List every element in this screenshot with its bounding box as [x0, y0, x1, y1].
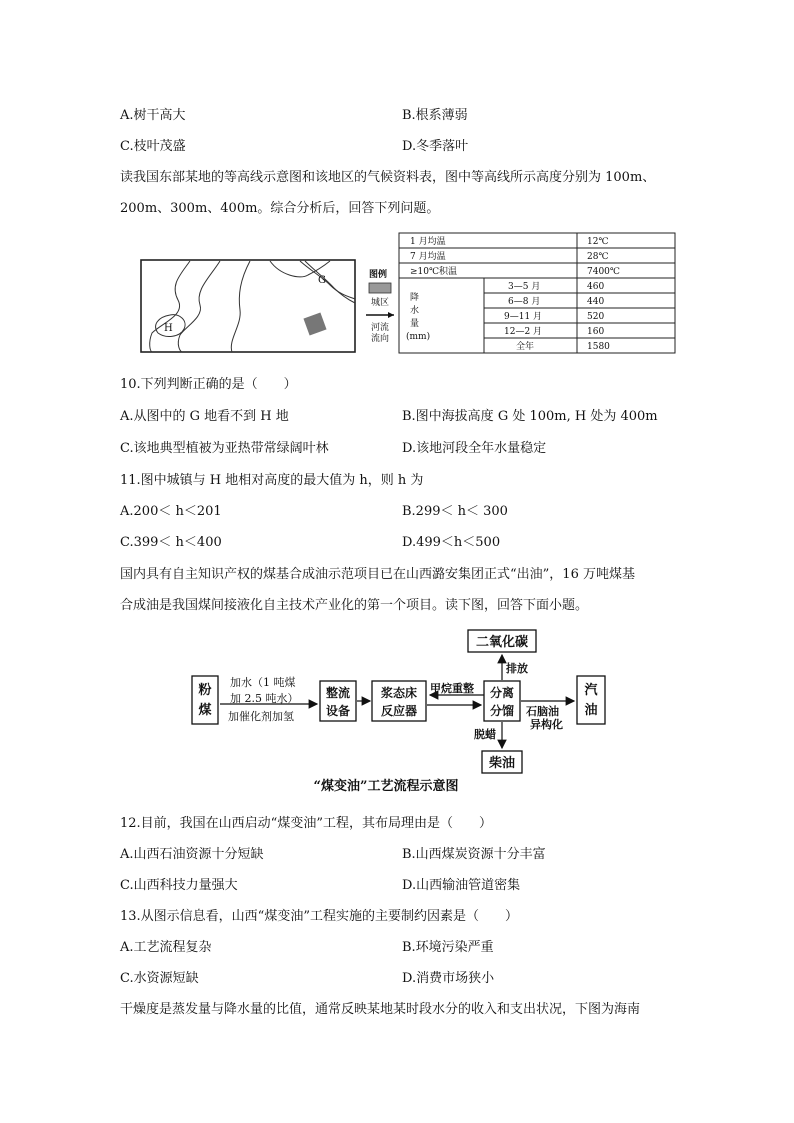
label-methane-reform: 甲烷重整 [430, 682, 474, 695]
table-precip-period-autumn: 9—11 月 [504, 312, 543, 322]
q11-option-d: D.499＜h＜500 [402, 535, 501, 550]
table-precip-period-year: 全年 [516, 342, 535, 352]
legend-river-label-1: 河流 [371, 323, 390, 333]
table-precip-period-winter: 12—2 月 [504, 327, 543, 337]
box-gasoline-line-2: 油 [584, 703, 598, 718]
table-value-accum-temp: 7400℃ [587, 267, 620, 277]
q11-stem: 11.图中城镇与 H 地相对高度的最大值为 h，则 h 为 [120, 473, 424, 488]
table-label-accum-temp: ≥10℃积温 [410, 267, 458, 277]
table-precip-value-winter: 160 [587, 327, 605, 337]
legend-arrow-head [388, 312, 394, 318]
table-precip-value-year: 1580 [587, 342, 610, 352]
legend-title: 图例 [369, 270, 388, 280]
q12-option-c: C.山西科技力量强大 [120, 878, 238, 893]
q12-stem: 12.目前，我国在山西启动“煤变油”工程，其布局理由是（ ） [120, 816, 492, 831]
legend-river-label-2: 流向 [371, 334, 390, 344]
box-slurry-line-1: 浆态床 [380, 686, 418, 700]
label-dewax: 脱蜡 [474, 728, 496, 741]
q13-option-d: D.消费市场狭小 [402, 971, 495, 986]
contour-map [140, 255, 400, 358]
table-precip-label-2: 水 [410, 306, 420, 316]
intro-paragraph-1-line-2: 200m、300m、400m。综合分析后，回答下列问题。 [120, 201, 440, 216]
table-precip-period-summer: 6—8 月 [508, 297, 541, 307]
box-rectify-line-2: 设备 [325, 704, 351, 718]
note-add-water: 加水（1 吨煤 [230, 676, 296, 689]
box-diesel-label: 柴油 [488, 756, 516, 771]
q13-option-c: C.水资源短缺 [120, 971, 199, 986]
table-label-jul-temp: 7 月均温 [410, 252, 446, 262]
q9-option-d: D.冬季落叶 [402, 139, 469, 154]
box-gasoline-line-1: 汽 [584, 683, 598, 698]
q9-option-c: C.枝叶茂盛 [120, 139, 186, 154]
q9-option-a: A.树干高大 [120, 108, 186, 123]
box-coal-line-2: 煤 [198, 703, 212, 718]
q11-option-a: A.200＜ h＜201 [120, 504, 222, 519]
table-precip-label-1: 降 [410, 293, 420, 303]
q13-option-a: A.工艺流程复杂 [120, 940, 212, 955]
intro-paragraph-2-line-2: 合成油是我国煤间接液化自主技术产业化的第一个项目。读下图，回答下面小题。 [120, 598, 589, 613]
legend-city-label: 城区 [371, 298, 390, 308]
q11-option-c: C.399＜ h＜400 [120, 535, 222, 550]
label-naphtha-1: 石脑油 [526, 705, 559, 718]
label-h: H [164, 323, 173, 334]
q13-option-b: B.环境污染严重 [402, 940, 494, 955]
intro-paragraph-3-line-1: 干燥度是蒸发量与降水量的比值，通常反映某地某时段水分的收入和支出状况，下图为海南 [120, 1002, 641, 1017]
q11-option-b: B.299＜ h＜ 300 [402, 504, 508, 519]
label-g: G [318, 275, 326, 286]
table-precip-period-spring: 3—5 月 [508, 282, 541, 292]
box-separate-line-2: 分馏 [489, 704, 515, 718]
q10-option-d: D.该地河段全年水量稳定 [402, 441, 547, 456]
box-coal-line-1: 粉 [198, 683, 212, 698]
box-separate-line-1: 分离 [489, 686, 515, 700]
note-catalyst: 加催化剂加氢 [228, 710, 294, 723]
table-label-jan-temp: 1 月均温 [410, 237, 446, 247]
q9-option-b: B.根系薄弱 [402, 108, 468, 123]
box-rectify-line-1: 整流 [325, 686, 351, 700]
q13-stem: 13.从图示信息看，山西“煤变油”工程实施的主要制约因素是（ ） [120, 909, 518, 924]
table-precip-value-autumn: 520 [587, 312, 605, 322]
intro-paragraph-1-line-1: 读我国东部某地的等高线示意图和该地区的气候资料表，图中等高线所示高度分别为 100m、 [120, 170, 656, 185]
q12-option-b: B.山西煤炭资源十分丰富 [402, 847, 546, 862]
table-value-jul-temp: 28℃ [587, 252, 609, 262]
coal-to-oil-flowchart [190, 628, 610, 796]
table-value-jan-temp: 12℃ [587, 237, 609, 247]
label-emit: 排放 [506, 662, 528, 675]
box-co2-label: 二氧化碳 [475, 635, 529, 650]
table-precip-value-spring: 460 [587, 282, 605, 292]
label-naphtha-2: 异构化 [530, 718, 563, 731]
intro-paragraph-2-line-1: 国内具有自主知识产权的煤基合成油示范项目已在山西潞安集团正式“出油”，16 万吨煤基 [120, 567, 635, 582]
table-precip-label-3: 量 [410, 319, 420, 329]
q10-option-c: C.该地典型植被为亚热带常绿阔叶林 [120, 441, 329, 456]
q12-option-a: A.山西石油资源十分短缺 [120, 847, 264, 862]
q10-stem: 10.下列判断正确的是（ ） [120, 377, 297, 392]
q12-option-d: D.山西输油管道密集 [402, 878, 521, 893]
climate-table [398, 232, 680, 356]
box-slurry-line-2: 反应器 [380, 704, 418, 718]
q10-option-b: B.图中海拔高度 G 处 100m, H 处为 400m [402, 409, 658, 424]
map-frame [141, 260, 355, 352]
legend-city-swatch [369, 283, 391, 293]
table-precip-label-4: (mm) [406, 332, 431, 342]
q10-option-a: A.从图中的 G 地看不到 H 地 [120, 409, 289, 424]
flowchart-caption: “煤变油”工艺流程示意图 [313, 779, 459, 794]
note-water-ratio: 加 2.5 吨水） [230, 692, 299, 705]
table-precip-value-summer: 440 [587, 297, 605, 307]
